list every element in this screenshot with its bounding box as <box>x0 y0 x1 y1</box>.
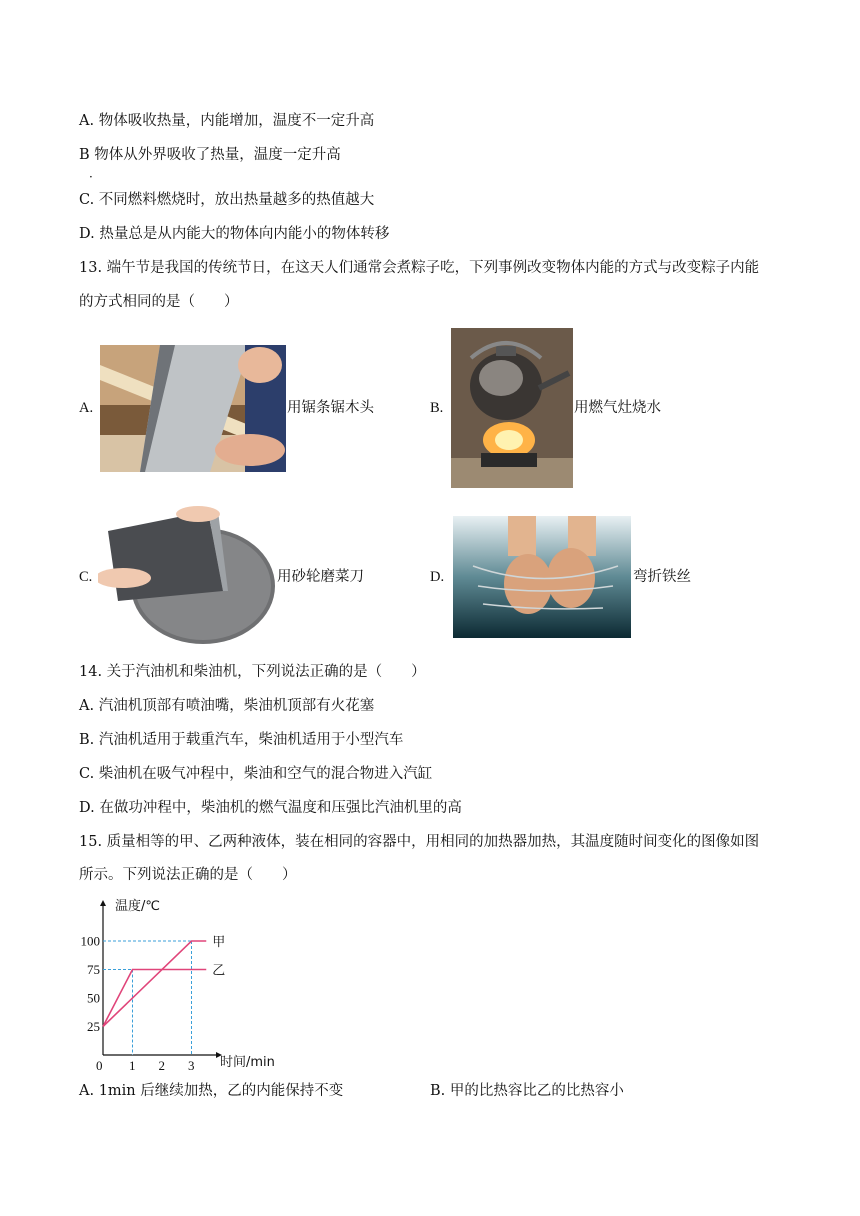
q12-option-a: A. 物体吸收热量，内能增加，温度不一定升高 <box>79 113 375 129</box>
q13-option-d-caption: 弯折铁丝 <box>633 569 691 585</box>
y-axis-arrow <box>100 900 106 906</box>
grinding-knife-photo <box>98 506 276 646</box>
kettle-flame-photo <box>451 328 573 488</box>
q14-option-c: C. 柴油机在吸气冲程中，柴油和空气的混合物进入汽缸 <box>79 766 433 782</box>
y-tick-label: 75 <box>87 962 100 977</box>
q12-option-c: C. 不同燃料燃烧时，放出热量越多的热值越大 <box>79 192 375 208</box>
q14-option-b: B. 汽油机适用于载重汽车，柴油机适用于小型汽车 <box>79 732 404 748</box>
q13-option-b-label: B. <box>430 400 444 416</box>
q14-option-a: A. 汽油机顶部有喷油嘴，柴油机顶部有火花塞 <box>79 698 375 714</box>
series-line <box>103 970 206 1027</box>
x-tick-label: 3 <box>188 1058 195 1073</box>
series-line <box>103 941 206 1027</box>
series-label: 甲 <box>212 935 226 950</box>
q13-option-d-label: D. <box>430 569 445 585</box>
q13-stem-line1: 13. 端午节是我国的传统节日，在这天人们通常会煮粽子吃，下列事例改变物体内能的方式与改变粽子内能 <box>79 260 760 276</box>
x-axis-label: 时间/min <box>220 1055 275 1070</box>
q15-stem-line1: 15. 质量相等的甲、乙两种液体，装在相同的容器中，用相同的加热器加热，其温度随时间变化的图像如图 <box>79 834 760 850</box>
q14-stem: 14. 关于汽油机和柴油机，下列说法正确的是（ ） <box>79 664 426 680</box>
y-axis-label: 温度/℃ <box>115 899 160 914</box>
q14-option-d: D. 在做功冲程中，柴油机的燃气温度和压强比汽油机里的高 <box>79 800 462 816</box>
q13-stem-line2: 的方式相同的是（ ） <box>79 294 239 310</box>
x-tick-label: 2 <box>158 1058 165 1073</box>
q13-option-c-caption: 用砂轮磨菜刀 <box>277 569 364 585</box>
series-label: 乙 <box>212 963 226 979</box>
x-tick-label: 0 <box>96 1058 103 1073</box>
q13-option-c-label: C. <box>79 569 93 585</box>
q13-option-a-caption: 用锯条锯木头 <box>287 400 374 416</box>
bending-wire-photo <box>453 516 631 638</box>
q15-option-b: B. 甲的比热容比乙的比热容小 <box>430 1083 624 1099</box>
q15-stem-line2: 所示。下列说法正确的是（ ） <box>79 867 297 883</box>
q13-option-a-label: A. <box>79 400 94 416</box>
q15-option-a: A. 1min 后继续加热，乙的内能保持不变 <box>79 1083 344 1099</box>
x-tick-label: 1 <box>129 1058 136 1073</box>
y-tick-label: 25 <box>87 1019 100 1034</box>
q12-option-b: B 物体从外界吸收了热量，温度一定升高 <box>79 147 341 163</box>
q12-option-d: D. 热量总是从内能大的物体向内能小的物体转移 <box>79 226 390 242</box>
saw-wood-photo <box>100 345 286 472</box>
q13-option-b-caption: 用燃气灶烧水 <box>574 400 661 416</box>
y-tick-label: 50 <box>87 990 100 1006</box>
temperature-time-chart <box>76 896 296 1074</box>
stray-dot: · <box>89 170 93 184</box>
y-tick-label: 100 <box>80 933 100 949</box>
